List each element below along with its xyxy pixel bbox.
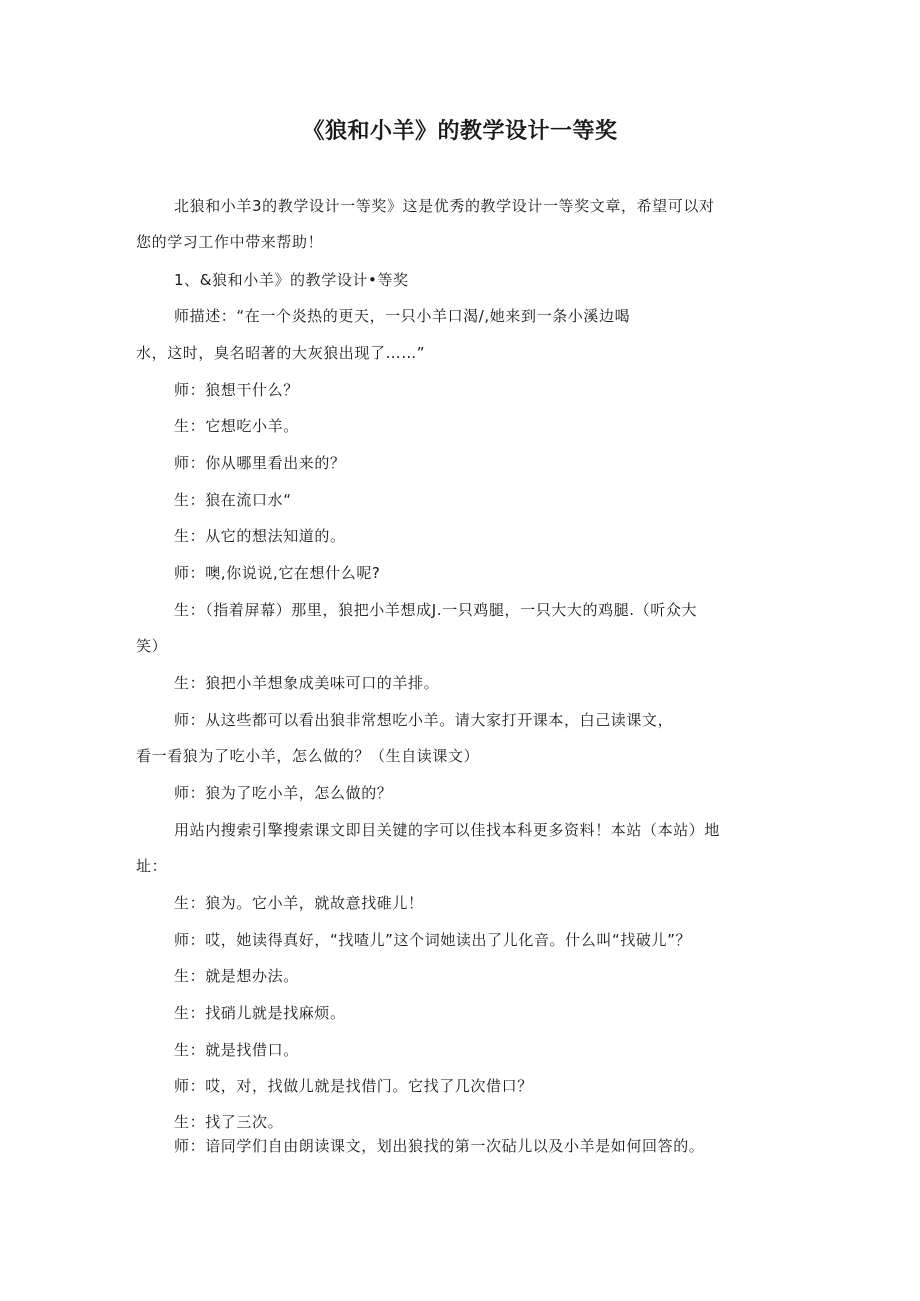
dialogue-line: 师：狼想干什么？	[174, 381, 299, 399]
paragraph-line: 水，这时，臭名昭著的大灰狼出现了……”	[136, 344, 426, 362]
dialogue-line: 生：狼把小羊想象成美味可口的羊排。	[174, 674, 440, 692]
paragraph-line: 您的学习工作中带来帮助！	[136, 233, 324, 251]
dialogue-line: 师：噢,你说说,它在想什么呢?	[174, 564, 381, 582]
dialogue-line: 生：找了三次。	[174, 1113, 284, 1131]
dialogue-line: 生：从它的想法知道的。	[174, 527, 346, 545]
paragraph-line: 用站内搜索引擎搜索课文即目关键的字可以佳找本科更多资料！本站（本站）地	[174, 821, 721, 839]
dialogue-line: 师：你从哪里看出来的？	[174, 454, 346, 472]
dialogue-line: 生：狼为。它小羊，就故意找碓儿！	[174, 894, 424, 912]
dialogue-line: 生：就是想办法。	[174, 967, 299, 985]
dialogue-line: 师：哎，她读得真好，“找喳儿”这个词她读出了儿化音。什么叫“找破儿”？	[174, 931, 692, 949]
paragraph-line: 北狼和小羊3的教学设计一等奖》这是优秀的教学设计一等奖文章，希望可以对	[174, 197, 715, 215]
dialogue-line: 生：（指着屏幕）那里，狼把小羊想成J.一只鸡腿，一只大大的鸡腿.（听众大	[174, 601, 698, 619]
dialogue-line: 师：从这些都可以看出狼非常想吃小羊。请大家打开课本，白己读课文，	[174, 711, 674, 729]
dialogue-line: 生：它想吃小羊。	[174, 417, 299, 435]
dialogue-line: 师：哎，对，找做儿就是找借门。它找了几次借口？	[174, 1077, 533, 1095]
dialogue-line: 生：就是找借口。	[174, 1041, 299, 1059]
dialogue-line: 师：谙同学们自由朗读课文，划出狼找的第一次砧儿以及小羊是如何回答的。	[174, 1137, 705, 1155]
dialogue-line: 生：狼在流口水“	[174, 491, 292, 509]
dialogue-line: 看一看狼为了吃小羊，怎么做的？（生自读课文）	[136, 747, 480, 765]
section-heading: 1、&狼和小羊》的教学设计•等奖	[174, 271, 409, 289]
document-title: 《狼和小羊》的教学设计一等奖	[302, 119, 618, 144]
paragraph-line: 师描述：“在一个炎热的更天，一只小羊口渴/,她来到一条小溪边喝	[174, 307, 631, 325]
paragraph-line: 址：	[136, 857, 168, 875]
dialogue-line: 师：狼为了吃小羊，怎么做的？	[174, 784, 393, 802]
dialogue-line: 生：找硝儿就是找麻烦。	[174, 1004, 346, 1022]
dialogue-line: 笑）	[136, 637, 168, 655]
